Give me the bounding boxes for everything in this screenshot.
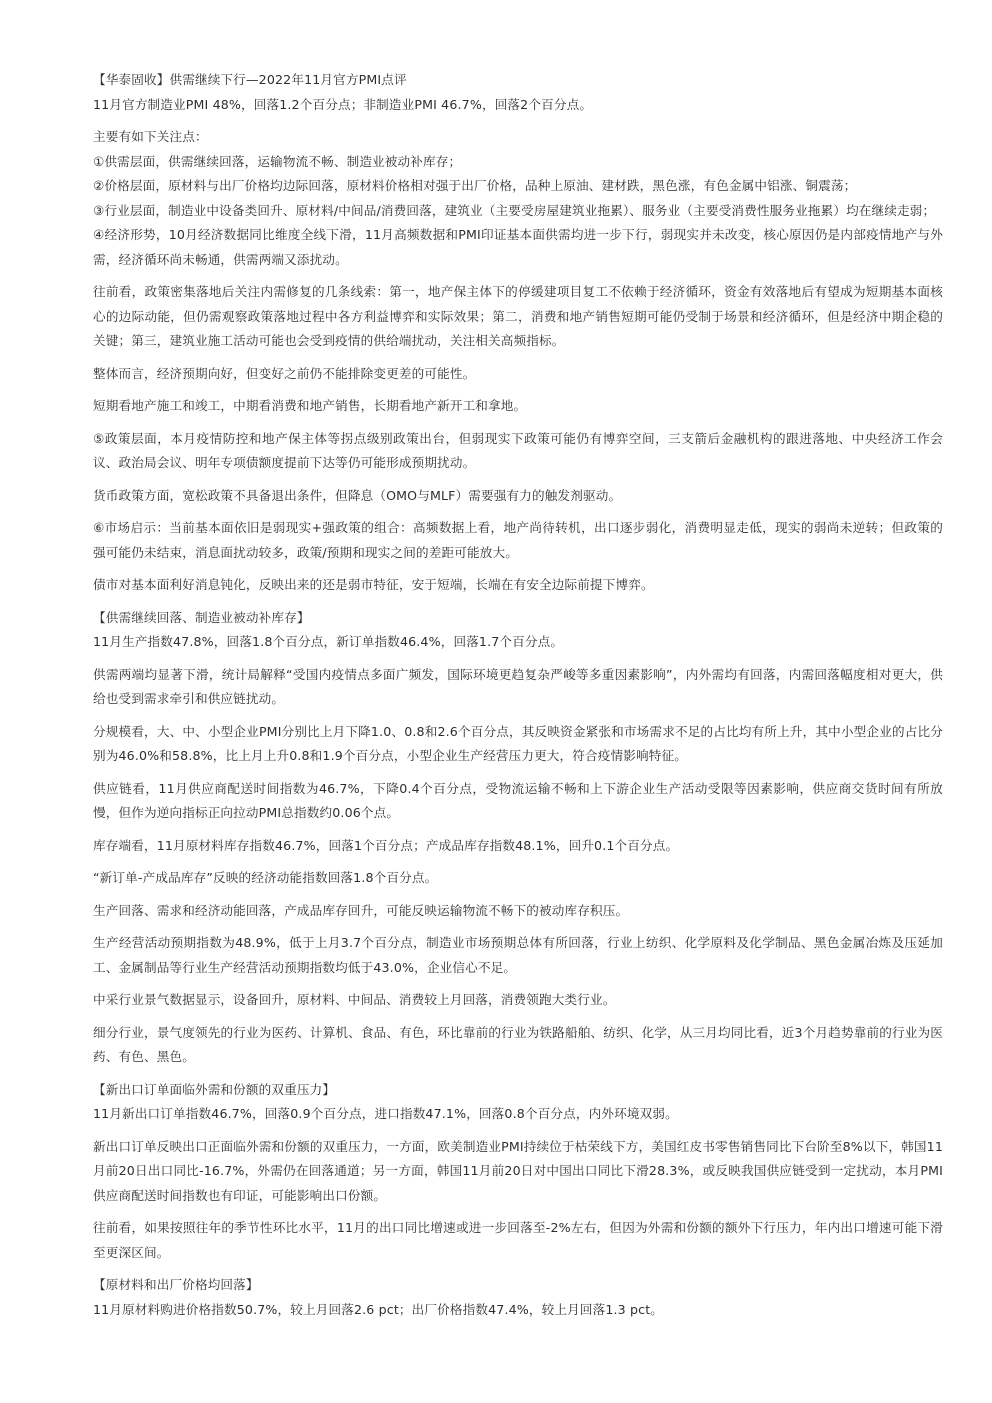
- paragraph: 11月新出口订单指数46.7%，回落0.9个百分点，进口指数47.1%，回落0.8个百分点，内外环境双弱。: [93, 1106, 678, 1121]
- paragraph: 11月原材料购进价格指数50.7%，较上月回落2.6 pct；出厂价格指数47.4%，较上月回落1.3 pct。: [93, 1301, 664, 1317]
- paragraph: ⑤政策层面，本月疫情防控和地产保主体等拐点级别政策出台，但弱现实下政策可能仍有博弈空间，三支箭后金融机构的跟进落地、中央经济工作会议、政治局会议、明年专项债额度提前下达等仍可能形成预期扰动。: [93, 430, 943, 470]
- paragraph: 供应链看，11月供应商配送时间指数为46.7%，下降0.4个百分点，受物流运输不畅和上下游企业生产活动受限等因素影响，供应商交货时间有所放慢，但作为逆向指标正向拉动PMI总指数约0.06个点。: [93, 780, 943, 820]
- paragraph: 供需两端均显著下滑，统计局解释“受国内疫情点多面广频发，国际环境更趋复杂严峻等多重因素影响”，内外需均有回落，内需回落幅度相对更大，供给也受到需求牵引和供应链扰动。: [93, 666, 943, 706]
- list-item: ④经济形势，10月经济数据同比维度全线下滑，11月高频数据和PMI印证基本面供需均进一步下行，弱现实并未改变，核心原因仍是内部疫情地产与外需，经济循环尚未畅通，供需两端又添扰动。: [93, 227, 943, 267]
- list-item: ②价格层面，原材料与出厂价格均边际回落，原材料价格相对强于出厂价格，品种上原油、建材跌，黑色涨，有色金属中铝涨、铜震荡；: [93, 178, 857, 193]
- article-title: 【华泰固收】供需继续下行—2022年11月官方PMI点评: [93, 72, 407, 87]
- paragraph: 货币政策方面，宽松政策不具备退出条件，但降息（OMO与MLF）需要强有力的触发剂驱动。: [93, 487, 622, 503]
- article-body: [93, 68, 943, 1330]
- paragraph: 中采行业景气数据显示，设备回升，原材料、中间品、消费较上月回落，消费领跑大类行业。: [93, 992, 616, 1007]
- key-points-list: [93, 125, 943, 272]
- paragraph: 往前看，政策密集落地后关注内需修复的几条线索：第一，地产保主体下的停缓建项目复工不依赖于经济循环，资金有效落地后有望成为短期基本面核心的边际动能，但仍需观察政策落地过程中各方利益博弈和实际效果；第二，消费和地产销售短期可能仍受制于场景和经济循环，但是经济中期企稳的关键；第三，建筑业施工活动可能也会受到疫情的供给端扰动，关注相关高频指标。: [93, 284, 943, 348]
- list-item: ①供需层面，供需继续回落，运输物流不畅、制造业被动补库存；: [93, 153, 462, 169]
- paragraph: 11月生产指数47.8%，回落1.8个百分点，新订单指数46.4%，回落1.7个百分点。: [93, 634, 564, 649]
- paragraph: 分规模看，大、中、小型企业PMI分别比上月下降1.0、0.8和2.6个百分点，其反映资金紧张和市场需求不足的占比均有所上升，其中小型企业的占比分别为46.0%和58.8%，比上月上升0.8和1.9个百分点，小型企业生产经营压力更大，符合疫情影响特征。: [93, 723, 943, 763]
- paragraph: 往前看，如果按照往年的季节性环比水平，11月的出口同比增速或进一步回落至-2%左右，但因为外需和份额的额外下行压力，年内出口增速可能下滑至更深区间。: [93, 1220, 943, 1260]
- paragraph: ⑥市场启示：当前基本面依旧是弱现实+强政策的组合：高频数据上看，地产尚待转机，出口逐步弱化，消费明显走低，现实的弱尚未逆转；但政策的强可能仍未结束，消息面扰动较多，政策/预期和现实之间的差距可能放大。: [93, 520, 943, 560]
- paragraph: 细分行业，景气度领先的行业为医药、计算机、食品、有色，环比靠前的行业为铁路船舶、纺织、化学，从三月均同比看，近3个月趋势靠前的行业为医药、有色、黑色。: [93, 1024, 943, 1064]
- paragraph: 生产回落、需求和经济动能回落，产成品库存回升，可能反映运输物流不畅下的被动库存积压。: [93, 902, 629, 918]
- section-heading: 【新出口订单面临外需和份额的双重压力】: [93, 1081, 336, 1097]
- paragraph: 生产经营活动预期指数为48.9%，低于上月3.7个百分点，制造业市场预期总体有所回落，行业上纺织、化学原料及化学制品、黑色金属冶炼及压延加工、金属制品等行业生产经营活动预期指数均低于43.0%，企业信心不足。: [93, 935, 943, 975]
- section-heading: 【原材料和出厂价格均回落】: [93, 1277, 259, 1292]
- list-intro: 主要有如下关注点：: [93, 129, 208, 144]
- paragraph: 库存端看，11月原材料库存指数46.7%，回落1个百分点；产成品库存指数48.1%，回升0.1个百分点。: [93, 837, 679, 853]
- paragraph: 短期看地产施工和竣工，中期看消费和地产销售，长期看地产新开工和拿地。: [93, 398, 527, 413]
- list-item: ③行业层面，制造业中设备类回升、原材料/中间品/消费回落，建筑业（主要受房屋建筑业拖累）、服务业（主要受消费性服务业拖累）均在继续走弱；: [93, 202, 936, 218]
- paragraph: 新出口订单反映出口正面临外需和份额的双重压力，一方面，欧美制造业PMI持续位于枯荣线下方，美国红皮书零售销售同比下台阶至8%以下，韩国11月前20日出口同比-16.7%，外需仍在回落通道；另一方面，韩国11月前20日对中国出口同比下滑28.3%，或反映我国供应链受到一定扰动，本月PMI供应商配送时间指数也有印证，可能影响出口份额。: [93, 1138, 943, 1203]
- paragraph: “新订单-产成品库存”反映的经济动能指数回落1.8个百分点。: [93, 870, 438, 885]
- paragraph: 债市对基本面利好消息钝化，反映出来的还是弱市特征，安于短端，长端在有安全边际前提下博弈。: [93, 577, 654, 592]
- section-heading: 【供需继续回落、制造业被动补库存】: [93, 609, 310, 625]
- paragraph: 11月官方制造业PMI 48%，回落1.2个百分点；非制造业PMI 46.7%，回落2个百分点。: [93, 96, 593, 112]
- paragraph: 整体而言，经济预期向好，但变好之前仍不能排除变更差的可能性。: [93, 365, 476, 381]
